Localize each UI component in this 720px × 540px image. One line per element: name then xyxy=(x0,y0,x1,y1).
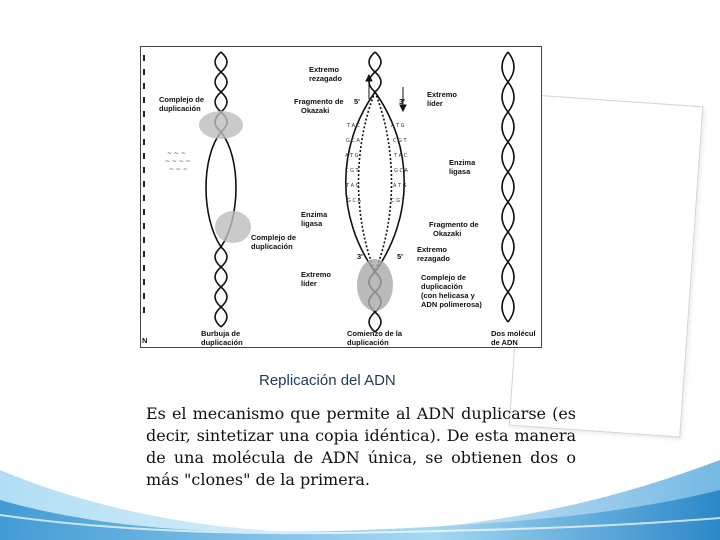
free-nucleotides xyxy=(165,150,191,173)
base-pair-letters xyxy=(345,123,409,204)
label-burbuja-2: duplicación xyxy=(201,338,243,347)
label-complejo-helicasa-3: (con helicasa y xyxy=(421,291,475,300)
label-burbuja-1: Burbuja de xyxy=(201,329,241,338)
svg-text:A T G: A T G xyxy=(391,123,405,129)
svg-text:A T G: A T G xyxy=(345,153,359,159)
right-helix xyxy=(502,52,514,322)
label-extremo-lider-top-1: Extremo xyxy=(427,90,458,99)
label-extremo-rezagado-right-1: Extremo xyxy=(417,245,448,254)
svg-text:G C A: G C A xyxy=(346,138,360,144)
left-helix xyxy=(206,52,236,327)
label-comienzo-2: duplicación xyxy=(347,338,389,347)
label-edge-n: N xyxy=(142,336,148,345)
label-complejo-helicasa-4: ADN polimerosa) xyxy=(421,300,482,309)
label-five-prime-a: 5' xyxy=(354,97,360,106)
svg-text:G C A: G C A xyxy=(394,168,408,174)
label-complejo-duplicacion-top-2: duplicación xyxy=(159,104,201,113)
svg-text:~ ~ ~: ~ ~ ~ xyxy=(169,166,188,173)
label-complejo-duplicacion-mid-2: duplicación xyxy=(251,242,293,251)
label-complejo-duplicacion-top-1: Complejo de xyxy=(159,95,205,104)
dna-replication-figure xyxy=(140,46,542,348)
svg-text:C G T: C G T xyxy=(345,168,359,174)
svg-text:T A C: T A C xyxy=(394,153,408,159)
duplication-complex-blob-top xyxy=(199,111,243,139)
label-extremo-lider-bottom-1: Extremo xyxy=(301,270,332,279)
svg-text:G C A: G C A xyxy=(347,198,361,204)
body-paragraph: Es el mecanismo que permite al ADN duplicarse (es decir, sintetizar una copia idéntica). De esta manera de una molécula de ADN única, se obtienen dos o más "clones" de la primera. xyxy=(146,404,576,489)
label-fragmento-okazaki-right-1: Fragmento de xyxy=(429,220,479,229)
svg-text:C G T: C G T xyxy=(393,138,407,144)
label-enzima-ligasa-right-1: Enzima xyxy=(449,158,476,167)
label-dos-moleculas-1: Dos molécul xyxy=(491,329,536,338)
helicase-complex-blob xyxy=(357,259,393,311)
label-extremo-lider-top-2: líder xyxy=(427,99,443,108)
label-five-prime-b: 5' xyxy=(397,252,403,261)
label-fragmento-okazaki-right-2: Okazaki xyxy=(433,229,462,238)
figure-caption: Replicación del ADN xyxy=(259,372,396,389)
label-extremo-rezagado-right-2: rezagado xyxy=(417,254,450,263)
svg-text:A T G: A T G xyxy=(393,183,407,189)
duplication-complex-blob-bottom xyxy=(215,211,251,243)
label-dos-moleculas-2: de ADN xyxy=(491,338,518,347)
dna-diagram xyxy=(141,47,541,347)
label-enzima-ligasa-left-1: Enzima xyxy=(301,210,328,219)
label-enzima-ligasa-left-2: ligasa xyxy=(301,219,323,228)
label-extremo-rezagado-top-2: rezagado xyxy=(309,74,342,83)
label-fragmento-okazaki-top-2: Okazaki xyxy=(301,106,330,115)
label-three-prime-a: 3' xyxy=(399,97,405,106)
svg-text:C G T: C G T xyxy=(391,198,405,204)
label-complejo-duplicacion-mid-1: Complejo de xyxy=(251,233,297,242)
label-complejo-helicasa-1: Complejo de xyxy=(421,273,467,282)
label-extremo-rezagado-top-1: Extremo xyxy=(309,65,340,74)
label-extremo-lider-bottom-2: líder xyxy=(301,279,317,288)
label-comienzo-1: Comienzo de la xyxy=(347,329,403,338)
label-complejo-helicasa-2: duplicación xyxy=(421,282,463,291)
svg-text:~ ~ ~: ~ ~ ~ xyxy=(167,150,186,157)
label-three-prime-b: 3' xyxy=(357,252,363,261)
svg-text:T A G: T A G xyxy=(346,183,360,189)
label-fragmento-okazaki-top-1: Fragmento de xyxy=(294,97,344,106)
decorative-wave xyxy=(0,430,720,540)
svg-text:~ ~ ~ ~: ~ ~ ~ ~ xyxy=(165,158,191,165)
svg-text:T A C: T A C xyxy=(347,123,361,129)
label-enzima-ligasa-right-2: ligasa xyxy=(449,167,471,176)
